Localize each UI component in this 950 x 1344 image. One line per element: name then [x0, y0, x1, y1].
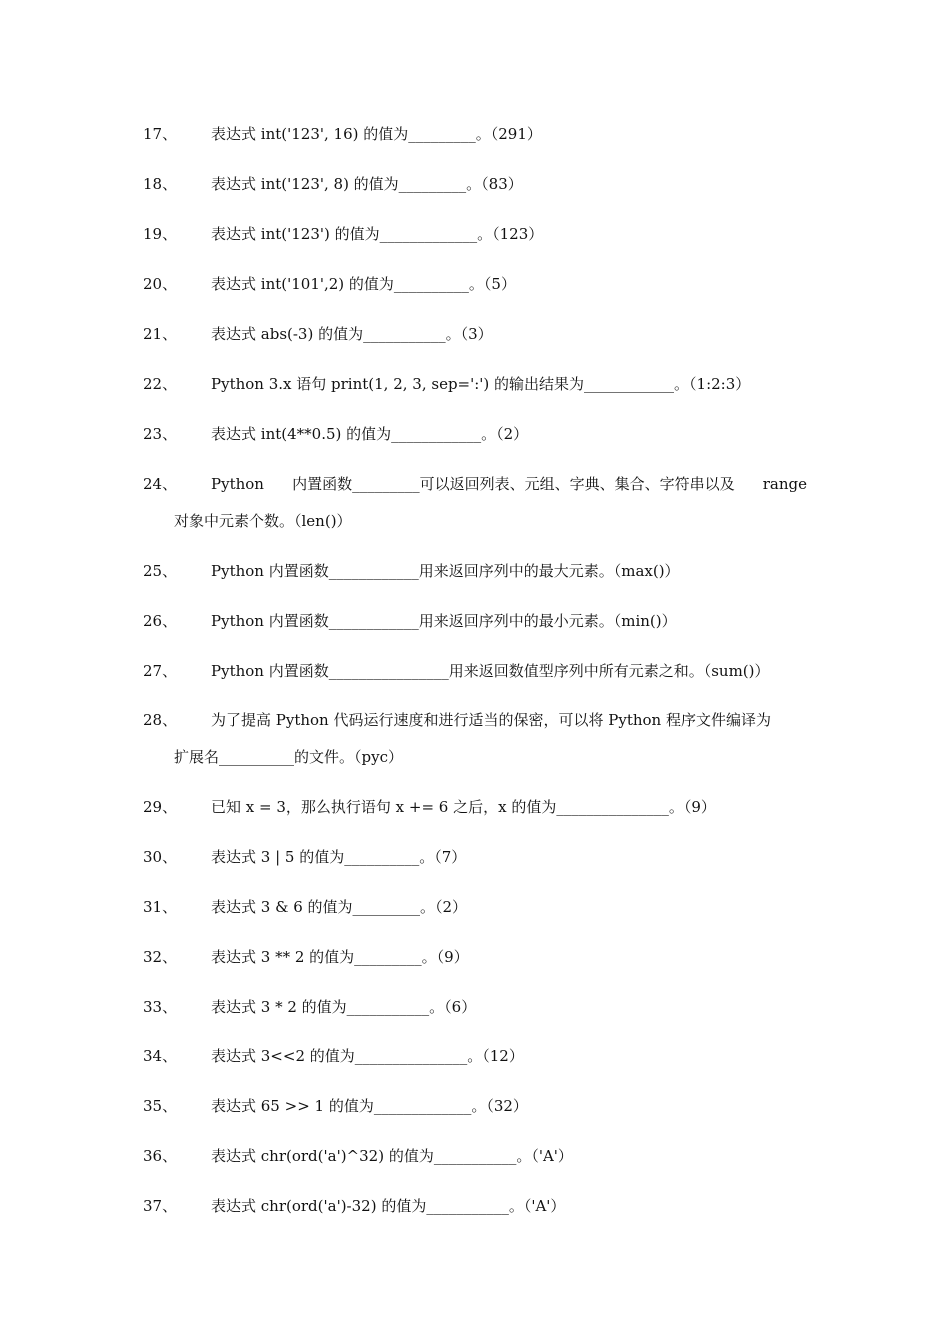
question-text: 表达式 65 >> 1 的值为_____________。（32）	[211, 1097, 528, 1115]
question-number: 25、	[143, 562, 178, 580]
question-number: 20、	[143, 275, 178, 293]
question-number: 36、	[143, 1147, 178, 1165]
question-text: 表达式 int('123', 8) 的值为_________。（83）	[211, 175, 523, 193]
question-text-line1	[211, 474, 807, 494]
question-text: 表达式 3 | 5 的值为__________。（7）	[211, 848, 467, 866]
question-number: 26、	[143, 612, 178, 630]
question-number: 21、	[143, 325, 178, 343]
question-number: 33、	[143, 998, 178, 1016]
question-text: 表达式 3<<2 的值为_______________。（12）	[211, 1047, 524, 1065]
question-number: 22、	[143, 375, 178, 393]
question-number: 19、	[143, 225, 178, 243]
question-text: Python 内置函数____________用来返回序列中的最小元素。（min()）	[211, 612, 677, 630]
question-text: 表达式 chr(ord('a')-32) 的值为___________。（'A'）	[211, 1197, 566, 1215]
question-text: 表达式 3 * 2 的值为___________。（6）	[211, 998, 477, 1016]
question-text: 表达式 int('101',2) 的值为__________。（5）	[211, 275, 516, 293]
question-text: Python 3.x 语句 print(1, 2, 3, sep=':') 的输出结果为____________。（1:2:3）	[211, 375, 751, 393]
question-number: 37、	[143, 1197, 178, 1215]
question-text: 表达式 abs(-3) 的值为___________。（3）	[211, 325, 493, 343]
question-text-line1: 为了提高 Python 代码运行速度和进行适当的保密，可以将 Python 程序文件编译为	[211, 711, 771, 729]
question-text: 表达式 chr(ord('a')^32) 的值为___________。（'A'）	[211, 1147, 573, 1165]
question-number: 23、	[143, 425, 178, 443]
question-number: 27、	[143, 662, 178, 680]
question-text: 表达式 int('123') 的值为_____________。（123）	[211, 225, 544, 243]
question-number: 35、	[143, 1097, 178, 1115]
question-text-line2: 对象中元素个数。（len()）	[174, 512, 352, 530]
question-text-line2: 扩展名__________的文件。（pyc）	[174, 748, 403, 766]
question-number: 31、	[143, 898, 178, 916]
question-number: 34、	[143, 1047, 178, 1065]
question-number: 28、	[143, 711, 178, 729]
question-number: 30、	[143, 848, 178, 866]
question-text-part: Python	[211, 475, 264, 493]
question-number: 24、	[143, 475, 178, 493]
question-number: 32、	[143, 948, 178, 966]
question-number: 29、	[143, 798, 178, 816]
question-text: 表达式 3 & 6 的值为_________。（2）	[211, 898, 468, 916]
question-number: 17、	[143, 125, 178, 143]
question-number: 18、	[143, 175, 178, 193]
question-text-part: range	[762, 475, 807, 493]
question-text: 表达式 3 ** 2 的值为_________。（9）	[211, 948, 469, 966]
question-text: 已知 x = 3，那么执行语句 x += 6 之后，x 的值为_______________。（9）	[211, 798, 716, 816]
question-text: 表达式 int(4**0.5) 的值为____________。（2）	[211, 425, 529, 443]
question-text: Python 内置函数____________用来返回序列中的最大元素。（max()）	[211, 562, 680, 580]
question-text: Python 内置函数________________用来返回数值型序列中所有元素之和。（sum()）	[211, 662, 770, 680]
question-text-part: 内置函数_________可以返回列表、元组、字典、集合、字符串以及	[292, 475, 735, 493]
question-text: 表达式 int('123', 16) 的值为_________。（291）	[211, 125, 542, 143]
